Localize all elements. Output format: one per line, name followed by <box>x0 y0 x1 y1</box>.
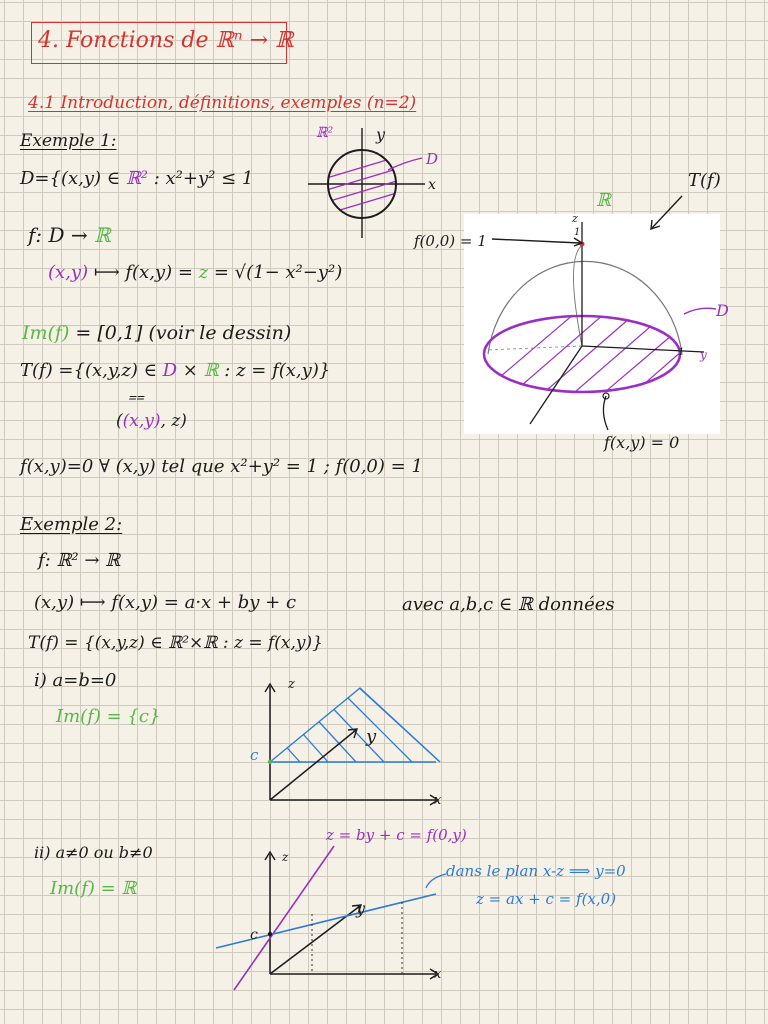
case-ii-c-point <box>268 932 272 936</box>
func-def-prefix: f: D → <box>28 223 95 247</box>
example2-function-definition: f: ℝ² → ℝ <box>38 550 121 571</box>
case-ii-z-label: z <box>282 850 289 864</box>
graph-equiv-tuple: ((x,y), z) <box>116 411 187 431</box>
disk-set-label: ℝ² <box>316 125 334 141</box>
domain-def-prefix: D={(x,y) ∈ <box>20 168 126 189</box>
boundary-statement: f(x,y)=0 ∀ (x,y) tel que x²+y² = 1 ; f(0,0) = 1 <box>20 456 423 477</box>
disk-region-label: D <box>426 150 439 168</box>
domain-definition <box>20 168 253 190</box>
example2-label: Exemple 2: <box>20 514 123 535</box>
hemi-z-label: z <box>572 212 578 225</box>
image-value: = [0,1] (voir le dessin) <box>69 322 292 344</box>
graph-def-D: D <box>162 360 178 381</box>
case-ii-condition: ii) a≠0 ou b≠0 <box>34 843 153 862</box>
xz-note: dans le plan x-z ⟹ y=0 <box>446 862 626 880</box>
apex-arrow <box>490 236 590 246</box>
mapping-arrow: ⟼ f(x,y) = <box>93 262 199 283</box>
case-i-condition: i) a=b=0 <box>34 670 117 691</box>
graph-def-suffix: : z = f(x,y)} <box>218 360 331 381</box>
hemi-y-label: y <box>700 348 707 362</box>
case-ii-y-label: y <box>356 899 366 918</box>
plane-line-label: z = by + c = f(0,y) <box>326 826 467 844</box>
domain-def-suffix: : x²+y² ≤ 1 <box>148 168 254 189</box>
hemisphere-dome <box>488 261 682 354</box>
example2-mapping-tail: avec a,b,c ∈ ℝ données <box>402 594 615 615</box>
case-i-y-label: y <box>366 726 377 747</box>
boundary-annotation: f(x,y) = 0 <box>604 433 680 452</box>
image-label: Im(f) <box>22 322 70 344</box>
disk-region-pointer <box>388 158 422 170</box>
section-title: 4.1 Introduction, définitions, exemples (n=2) <box>28 93 417 113</box>
hemi-x-axis <box>530 346 582 424</box>
graph-equiv-pair: (x,y) <box>122 411 161 431</box>
mapping-formula: = √(1− x²−y²) <box>208 262 343 283</box>
case-ii-sketch <box>210 840 450 990</box>
example2-mapping: (x,y) ⟼ f(x,y) = a·x + by + c <box>34 592 297 613</box>
hemi-region-pointer <box>682 304 718 316</box>
case-i-y-axis <box>270 730 356 800</box>
disk-y-label: y <box>376 125 386 144</box>
hemi-tick-one-z: 1 <box>574 227 581 238</box>
apex-annotation: f(0,0) = 1 <box>414 232 487 250</box>
image-statement <box>22 322 291 344</box>
graph-def-R: ℝ <box>203 360 219 381</box>
case-i-z-label: z <box>288 677 295 692</box>
hemi-R-label: ℝ <box>596 190 611 211</box>
graph-equiv-z: , z) <box>160 411 187 431</box>
case-i-x-label: x <box>434 793 442 808</box>
hemi-y-axis-back <box>486 346 582 350</box>
case-i-image: Im(f) = {c} <box>56 706 161 727</box>
hemisphere-sketch <box>464 214 720 434</box>
hemi-region-label: D <box>716 301 729 320</box>
plane-hatching <box>280 684 440 762</box>
graph-definition <box>20 360 330 382</box>
hemi-y-axis <box>582 346 704 352</box>
func-def-codomain: ℝ <box>94 223 111 247</box>
case-i-sketch <box>240 680 450 810</box>
case-ii-x-label: x <box>434 967 442 982</box>
example2-graph-definition: T(f) = {(x,y,z) ∈ ℝ²×ℝ : z = f(x,y)} <box>28 633 323 653</box>
mapping-pair: (x,y) <box>48 262 89 283</box>
case-ii-image: Im(f) = ℝ <box>50 878 137 899</box>
example1-label: Exemple 1: <box>20 131 117 151</box>
graph-annotation: T(f) <box>688 170 721 191</box>
xz-line-label: z = ax + c = f(x,0) <box>476 890 617 908</box>
mapping-z: z <box>198 262 209 283</box>
graph-def-prefix: T(f) ={(x,y,z) ∈ <box>20 360 163 381</box>
case-ii-c-label: c <box>250 927 258 943</box>
domain-def-set: ℝ² <box>125 168 149 189</box>
graph-annotation-arrow <box>646 194 686 234</box>
plane-outline <box>270 688 440 762</box>
hemi-tick-one-y: 1 <box>678 347 685 358</box>
graph-equiv-symbol: ⩵ <box>128 389 145 405</box>
graph-def-times: × <box>177 360 204 381</box>
disk-x-label: x <box>428 177 436 193</box>
xz-plane-line <box>216 894 436 948</box>
case-i-c-point <box>268 760 272 764</box>
function-definition <box>28 224 111 246</box>
function-mapping <box>48 262 342 284</box>
chapter-title: 4. Fonctions de ℝⁿ → ℝ <box>38 28 294 53</box>
case-i-c-label: c <box>250 746 259 764</box>
boundary-pointer <box>598 392 614 432</box>
